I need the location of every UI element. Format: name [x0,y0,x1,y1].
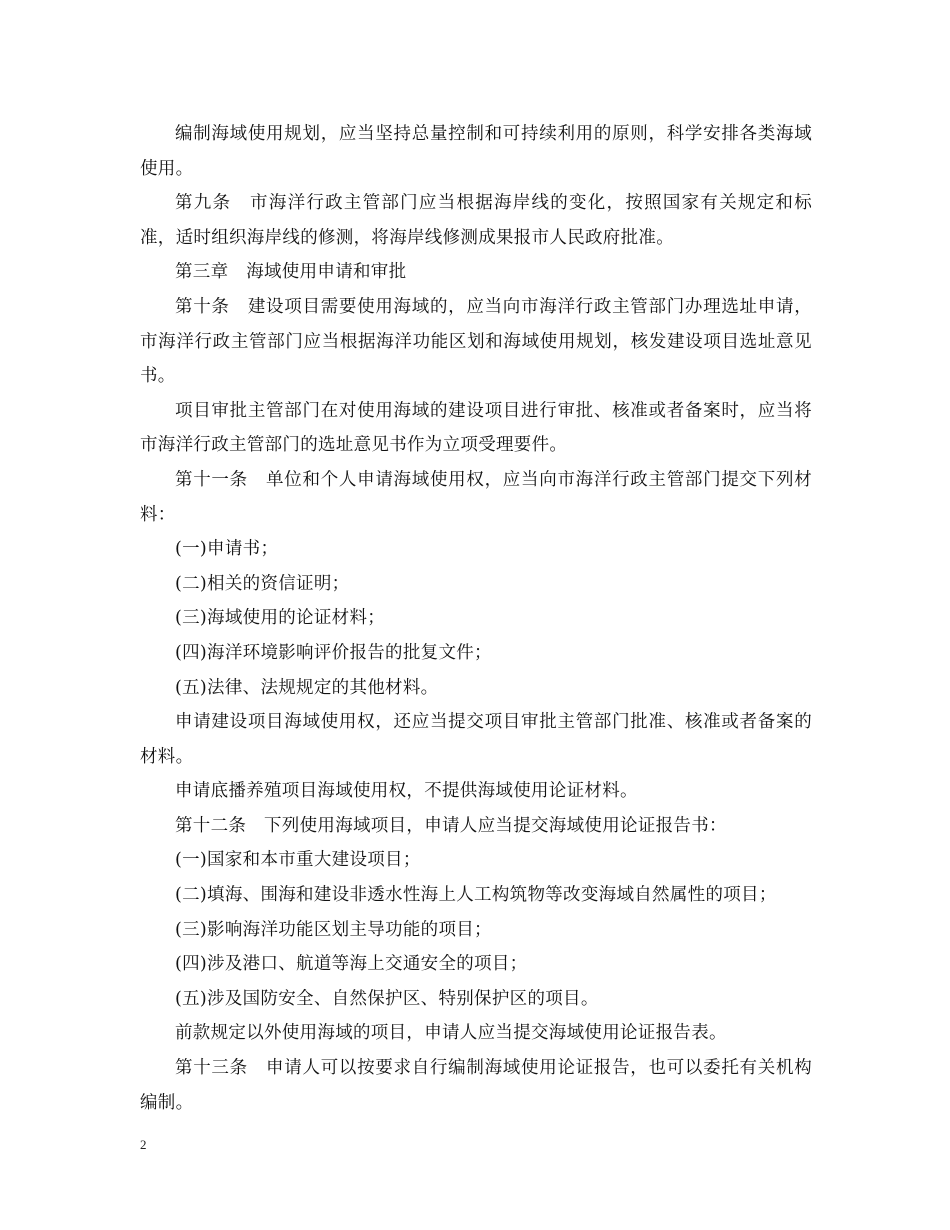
list-item: (二)相关的资信证明； [175,573,350,594]
paragraph: 第十条 建设项目需要使用海域的，应当向市海洋行政主管部门办理选址申请，市海洋行政主管部门应当根据海洋功能区划和海域使用规划，核发建设项目选址意见书。 [140,296,812,387]
list-item: (五)法律、法规规定的其他材料。 [175,677,439,698]
list-item: (一)国家和本市重大建设项目； [175,850,421,871]
paragraph: 申请建设项目海域使用权，还应当提交项目审批主管部门批准、核准或者备案的材料。 [140,712,812,767]
list-item: (三)影响海洋功能区划主导功能的项目； [175,919,492,940]
chapter-heading: 第三章 海域使用申请和审批 [175,262,407,283]
list-item: (四)涉及港口、航道等海上交通安全的项目； [175,954,528,975]
list-item: (五)涉及国防安全、自然保护区、特别保护区的项目。 [175,988,599,1009]
paragraph: 编制海域使用规划，应当坚持总量控制和可持续利用的原则，科学安排各类海域使用。 [140,124,812,179]
paragraph: 项目审批主管部门在对使用海域的建设项目进行审批、核准或者备案时，应当将市海洋行政主管部门的选址意见书作为立项受理要件。 [140,400,812,456]
paragraph: 前款规定以外使用海域的项目，申请人应当提交海域使用论证报告表。 [175,1023,727,1044]
paragraph: 第十二条 下列使用海域项目，申请人应当提交海域使用论证报告书： [175,815,727,836]
page-number: 2 [140,1137,147,1152]
paragraph: 申请底播养殖项目海域使用权，不提供海域使用论证材料。 [175,781,638,802]
paragraph: 第九条 市海洋行政主管部门应当根据海岸线的变化，按照国家有关规定和标准，适时组织海岸线的修测，将海岸线修测成果报市人民政府批准。 [140,193,812,248]
paragraph: 第十三条 申请人可以按要求自行编制海域使用论证报告，也可以委托有关机构编制。 [140,1058,812,1113]
list-item: (一)申请书； [175,539,279,560]
list-item: (四)海洋环境影响评价报告的批复文件； [175,642,492,663]
document-body [140,117,812,1120]
paragraph: 第十一条 单位和个人申请海域使用权，应当向市海洋行政主管部门提交下列材料： [140,469,812,525]
list-item: (三)海域使用的论证材料； [175,608,386,629]
list-item: (二)填海、围海和建设非透水性海上人工构筑物等改变海域自然属性的项目； [175,885,777,906]
